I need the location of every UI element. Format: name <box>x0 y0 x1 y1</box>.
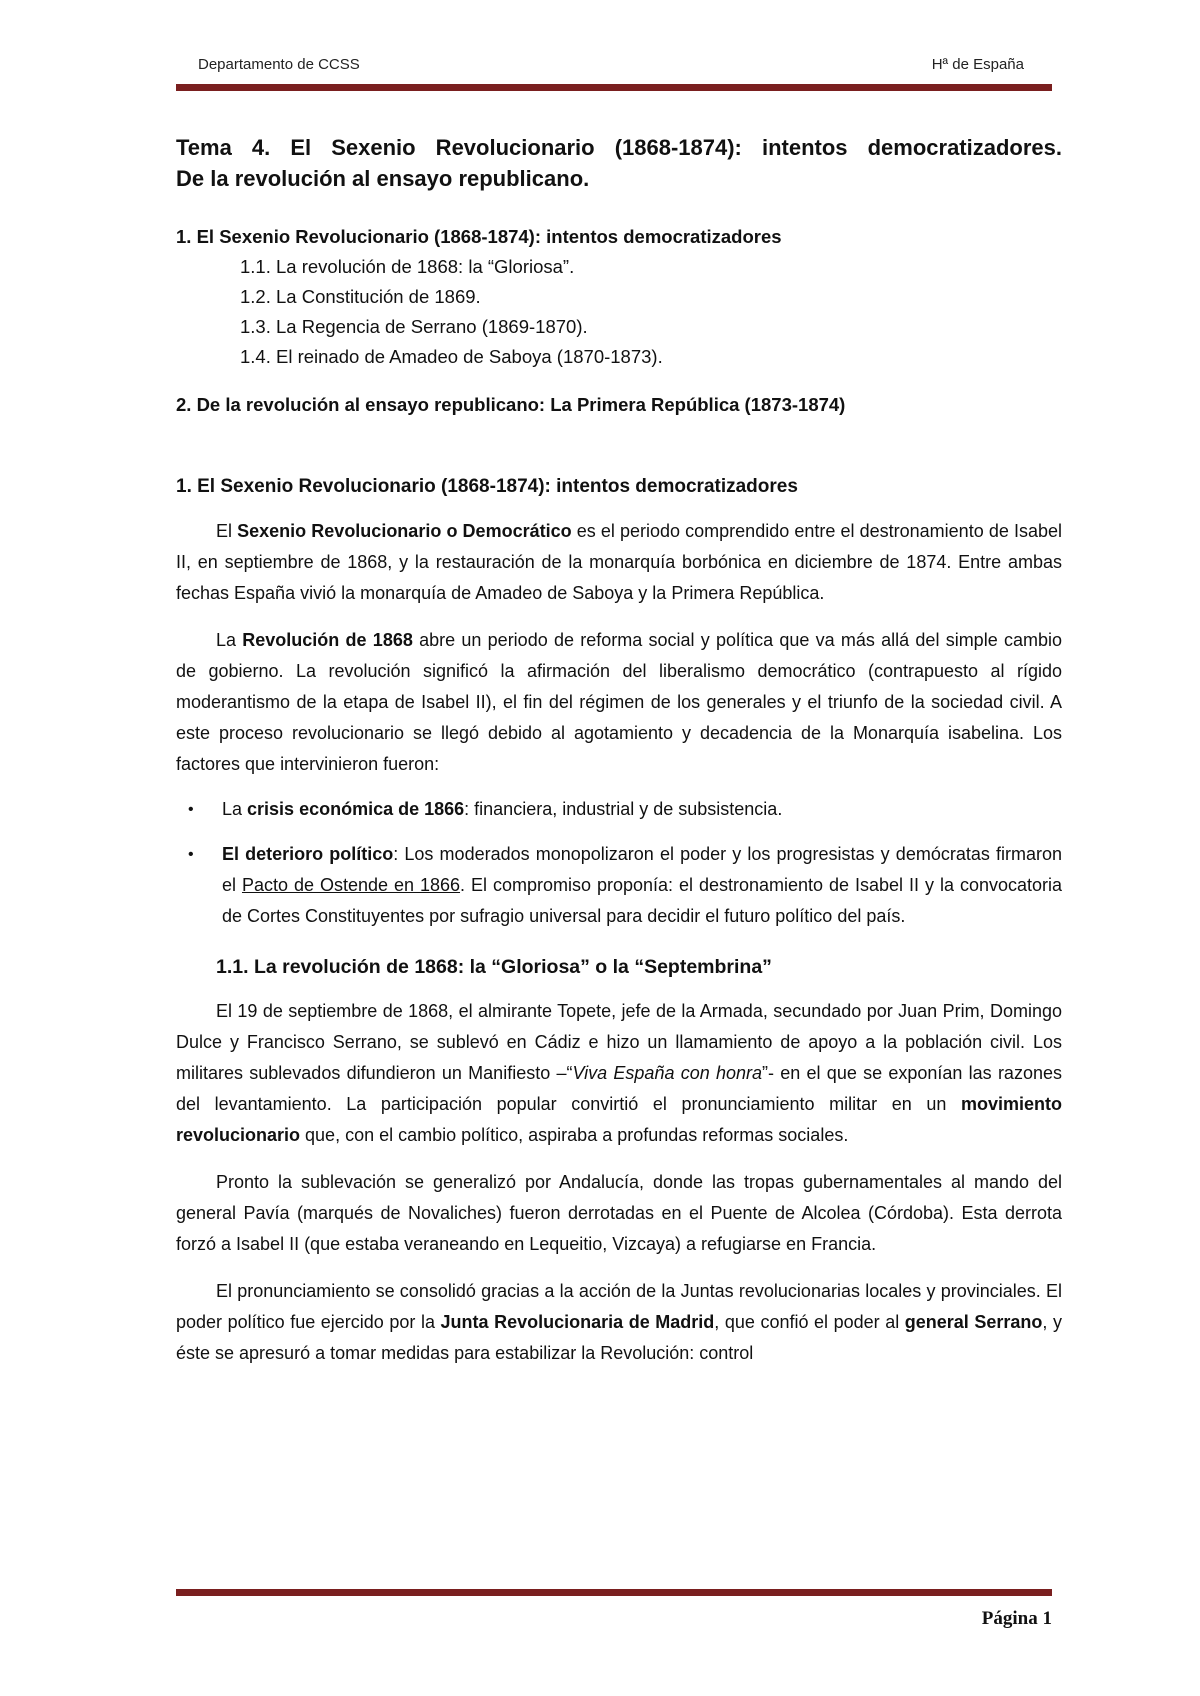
title-line-1: Tema 4. El Sexenio Revolucionario (1868-1874): intentos democratizadores. <box>176 135 1062 160</box>
factors-list <box>176 794 1062 932</box>
section-heading-1: 1. El Sexenio Revolucionario (1868-1874): intentos democratizadores <box>176 476 798 497</box>
text-run: , y éste se apresuró a tomar medidas para estabilizar la Revolución: control <box>176 1312 1062 1363</box>
toc-item: 1.1. La revolución de 1868: la “Gloriosa”. <box>240 256 575 277</box>
text-run: es el periodo comprendido entre el destronamiento de Isabel II, en septiembre de 1868, y la restauración de la monarquía borbónica en diciembre de 1874. Entre ambas fechas España vivió la monarquía de Amadeo de Saboya y la Primera República. <box>176 521 1063 603</box>
bold-term: crisis económica de 1866 <box>247 799 465 819</box>
paragraph-sexenio <box>176 516 1062 609</box>
text-run: El 19 de septiembre de 1868, el almirante Topete, jefe de la Armada, secundado por Juan Prim, Domingo Dulce y Francisco Serrano, se sublevó en Cádiz e hizo un llamamiento de apoyo a la población civil. Los militares sublevados difundieron un Manifiesto –“ <box>176 1001 1062 1083</box>
paragraph-andalucia: Pronto la sublevación se generalizó por Andalucía, donde las tropas gubernamentales al mando del general Pavía (marqués de Novaliches) fueron derrotadas en el Puente de Alcolea (Córdoba). Esta derrota forzó a Isabel II (que estaba veraneando en Lequeitio, Vizcaya) a refugiarse en Francia. <box>176 1172 1062 1254</box>
toc-subitems <box>176 252 1062 372</box>
text-run: El pronunciamiento se consolidó gracias a la acción de la Juntas revolucionarias locales y provinciales. El poder político fue ejercido por la <box>176 1281 1062 1332</box>
text-run: abre un periodo de reforma social y política que va más allá del simple cambio de gobierno. La revolución significó la afirmación del liberalismo democrático (contrapuesto al rígido moderantismo de la etapa de Isabel II), el fin del régimen de los generales y el triunfo de la sociedad civil. A este proceso revolucionario se llegó debido al agotamiento y decadencia de la Monarquía isabelina. Los factores que intervinieron fueron: <box>176 630 1062 774</box>
list-item <box>188 839 1062 932</box>
table-of-contents <box>176 222 1062 420</box>
text-run: La <box>222 799 248 819</box>
paragraph-juntas <box>176 1276 1062 1369</box>
bold-term: Revolución de 1868 <box>242 630 413 650</box>
text-run: ”- en el que se exponían las razones del levantamiento. La participación popular convirtió el pronunciamiento militar en un <box>176 1063 1062 1114</box>
header-rule <box>176 84 1052 91</box>
page-content <box>176 132 1062 1369</box>
page-number: Página 1 <box>981 1608 1052 1629</box>
toc-heading-2: 2. De la revolución al ensayo republicano: La Primera República (1873-1874) <box>176 394 846 415</box>
bold-term: general Serrano <box>904 1312 1043 1332</box>
text-run: : Los moderados monopolizaron el poder y los progresistas y demócratas firmaron el <box>222 844 1062 895</box>
bullet-icon: • <box>188 801 194 818</box>
toc-item: 1.3. La Regencia de Serrano (1869-1870). <box>240 316 588 337</box>
underlined-term: Pacto de Ostende en 1866 <box>241 875 461 895</box>
toc-item: 1.4. El reinado de Amadeo de Saboya (1870-1873). <box>240 346 663 367</box>
bold-term: Sexenio Revolucionario o Democrático <box>237 521 572 541</box>
bullet-icon: • <box>188 846 194 863</box>
header-department: Departamento de CCSS <box>198 56 360 73</box>
page-header <box>198 56 1024 80</box>
header-subject: Hª de España <box>931 56 1024 73</box>
paragraph-sublevacion <box>176 996 1062 1151</box>
text-run: La <box>216 630 243 650</box>
toc-item: 1.2. La Constitución de 1869. <box>240 286 481 307</box>
bold-term: movimiento revolucionario <box>176 1094 1062 1145</box>
bold-term: El deterioro político <box>222 844 394 864</box>
text-run: , que confió el poder al <box>714 1312 905 1332</box>
text-run: El <box>216 521 238 541</box>
document-title <box>176 132 1062 194</box>
list-item <box>188 794 1062 825</box>
text-run: : financiera, industrial y de subsistencia. <box>464 799 783 819</box>
text-run: que, con el cambio político, aspiraba a profundas reformas sociales. <box>300 1125 849 1145</box>
italic-quote: Viva España con honra <box>572 1063 763 1083</box>
toc-heading-1: 1. El Sexenio Revolucionario (1868-1874): intentos democratizadores <box>176 226 782 247</box>
text-run: . El compromiso proponía: el destronamiento de Isabel II y la convocatoria de Cortes Constituyentes por sufragio universal para decidir el futuro político del país. <box>222 875 1062 926</box>
title-line-2: De la revolución al ensayo republicano. <box>176 166 590 191</box>
bold-term: Junta Revolucionaria de Madrid <box>440 1312 715 1332</box>
footer-rule <box>176 1589 1052 1596</box>
subsection-heading-1-1: 1.1. La revolución de 1868: la “Gloriosa” o la “Septembrina” <box>216 956 772 978</box>
paragraph-revolucion <box>176 625 1062 780</box>
